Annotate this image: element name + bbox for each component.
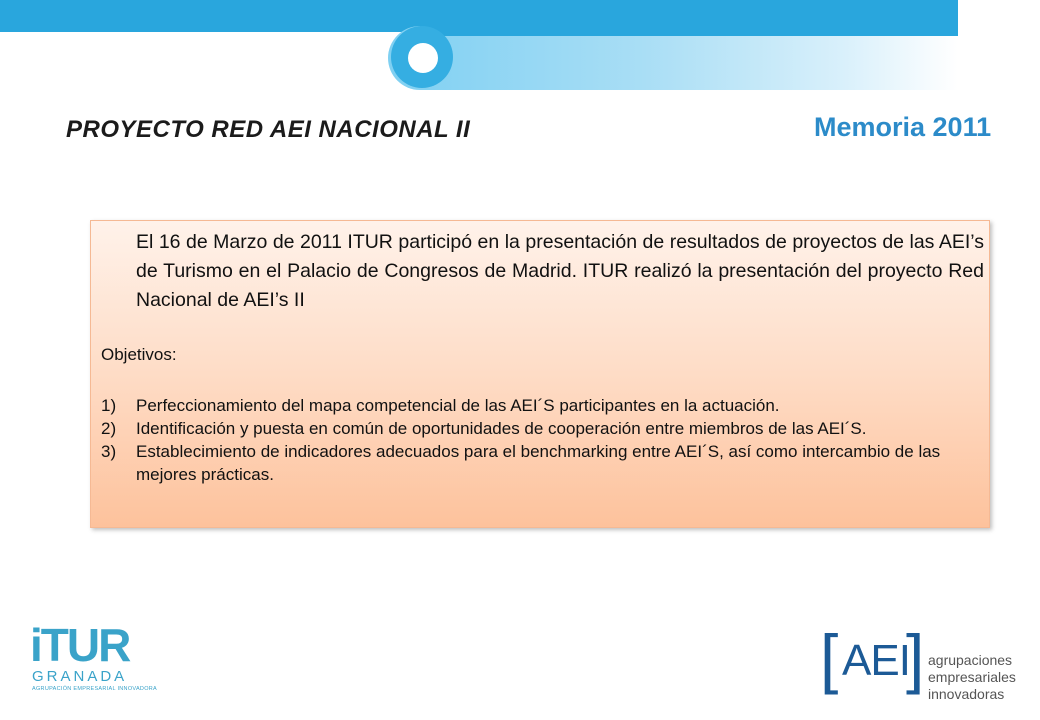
list-number: 2) xyxy=(101,419,117,438)
page-title: PROYECTO RED AEI NACIONAL II xyxy=(66,116,471,143)
aei-line: empresariales xyxy=(928,669,1016,685)
list-text: Perfeccionamiento del mapa competencial de las AEI´S participantes en la actuación. xyxy=(136,396,780,415)
aei-logo xyxy=(820,621,1030,702)
itur-logo-sub: GRANADA xyxy=(32,668,128,685)
list-item xyxy=(101,417,971,440)
itur-logo xyxy=(30,619,158,694)
list-number: 3) xyxy=(101,442,117,461)
objectives-list xyxy=(101,394,971,486)
aei-logo-text xyxy=(928,652,1016,703)
bracket-right-icon: ] xyxy=(906,621,925,695)
objectives-label: Objetivos: xyxy=(101,345,177,364)
aei-line: innovadoras xyxy=(928,686,1005,702)
list-item xyxy=(101,440,971,486)
top-wave-bar xyxy=(420,26,958,36)
intro-paragraph: El 16 de Marzo de 2011 ITUR participó en la presentación de resultados de proyectos de las AEI’s de Turismo en el Palacio de Congresos de Madrid. ITUR realizó la presentación del proyecto Red Nacional de AEI’s II xyxy=(136,231,984,311)
list-text: Establecimiento de indicadores adecuados para el benchmarking entre AEI´S, así como intercambio de las mejores prácticas. xyxy=(136,442,941,484)
itur-logo-word: iTUR xyxy=(30,619,130,671)
memoria-label: Memoria 2011 xyxy=(814,112,992,142)
list-text: Identificación y puesta en común de oportunidades de cooperación entre miembros de las AEI´S. xyxy=(136,419,867,438)
aei-line: agrupaciones xyxy=(928,652,1013,668)
aei-logo-word: AEI xyxy=(842,636,910,685)
list-number: 1) xyxy=(101,396,117,415)
itur-logo-tagline: AGRUPACIÓN EMPRESARIAL INNOVADORA xyxy=(32,686,158,692)
circle-inner xyxy=(408,43,438,73)
list-item xyxy=(101,394,971,417)
bracket-left-icon: [ xyxy=(820,621,839,695)
